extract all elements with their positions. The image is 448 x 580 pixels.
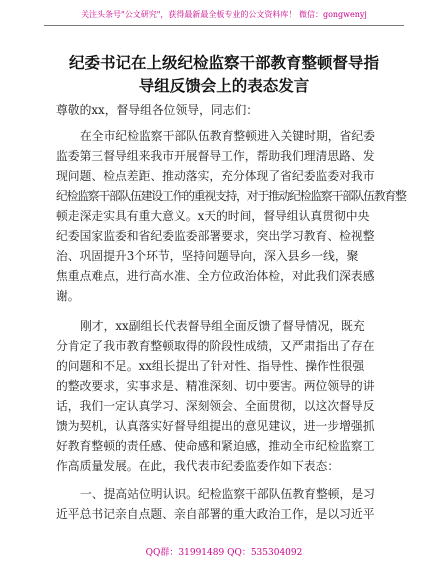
header-rule — [44, 25, 404, 26]
body-line: 纪检监察干部队伍建设工作的重视支持，对于推动纪检监察干部队伍教育整 — [56, 189, 406, 203]
body-line: 分肯定了我市教育整顿取得的阶段性成绩，又严肃指出了存在 — [56, 339, 375, 353]
document-title — [40, 52, 408, 98]
title-line: 导组反馈会上的表态发言 — [138, 77, 310, 95]
body-line: 的整改要求，实事求是、精准深刻、切中要害。两位领导的讲 — [56, 379, 375, 393]
body-line: 现问题、检点差距、推动落实，充分体现了省纪委监委对我市 — [56, 169, 375, 183]
body-line: 好教育整顿的责任感、使命感和紧迫感，推动全市纪检监察工 — [56, 439, 375, 453]
body-line: 在全市纪检监察干部队伍教育整顿进入关键时期，省纪委 — [80, 129, 375, 143]
body-line: 焦重点难点，进行高水准、全方位政治体检，对此我们深表感 — [56, 269, 375, 283]
body-line: 治、巩固提升3个环节，坚持问题导向，深入县乡一线，聚 — [56, 249, 359, 263]
body-line: 的问题和不足。xx组长提出了针对性、指导性、操作性很强 — [56, 359, 365, 373]
body-line: 话，我们一定认真学习、深刻领会、全面贯彻，以这次督导反 — [56, 399, 375, 413]
body-line: 顿走深走实具有重大意义。x天的时间，督导组认真贯彻中央 — [56, 209, 370, 223]
salutation: 尊敬的xx，督导组各位领导，同志们： — [56, 103, 259, 117]
body-line: 馈为契机，认真落实好督导组提出的意见建议，进一步增强抓 — [56, 419, 375, 433]
header-note: 关注头条号"公文研究"，获得最新最全板专业的公文资料库！ 微信：gongwenyj — [81, 10, 367, 19]
body-line: 谢。 — [56, 289, 80, 303]
body-line: 作高质量发展。在此，我代表市纪委监委作如下表态： — [56, 459, 340, 473]
footer-contact: QQ群：31991489 QQ：535304092 — [145, 548, 303, 558]
body-line: 监委第三督导组来我市开展督导工作，帮助我们理清思路、发 — [56, 149, 375, 163]
title-line: 纪委书记在上级纪检监察干部教育整顿督导指 — [68, 54, 379, 72]
body-line: 刚才，xx副组长代表督导组全面反馈了督导情况，既充 — [80, 319, 365, 333]
body-line: 近平总书记亲自点题、亲自部署的重大政治工作，是以习近平 — [56, 507, 375, 521]
body-line: 纪委国家监委和省纪委监委部署要求，突出学习教育、检视整 — [56, 229, 375, 243]
body-line: 一、提高站位明认识。纪检监察干部队伍教育整顿，是习 — [80, 487, 375, 501]
